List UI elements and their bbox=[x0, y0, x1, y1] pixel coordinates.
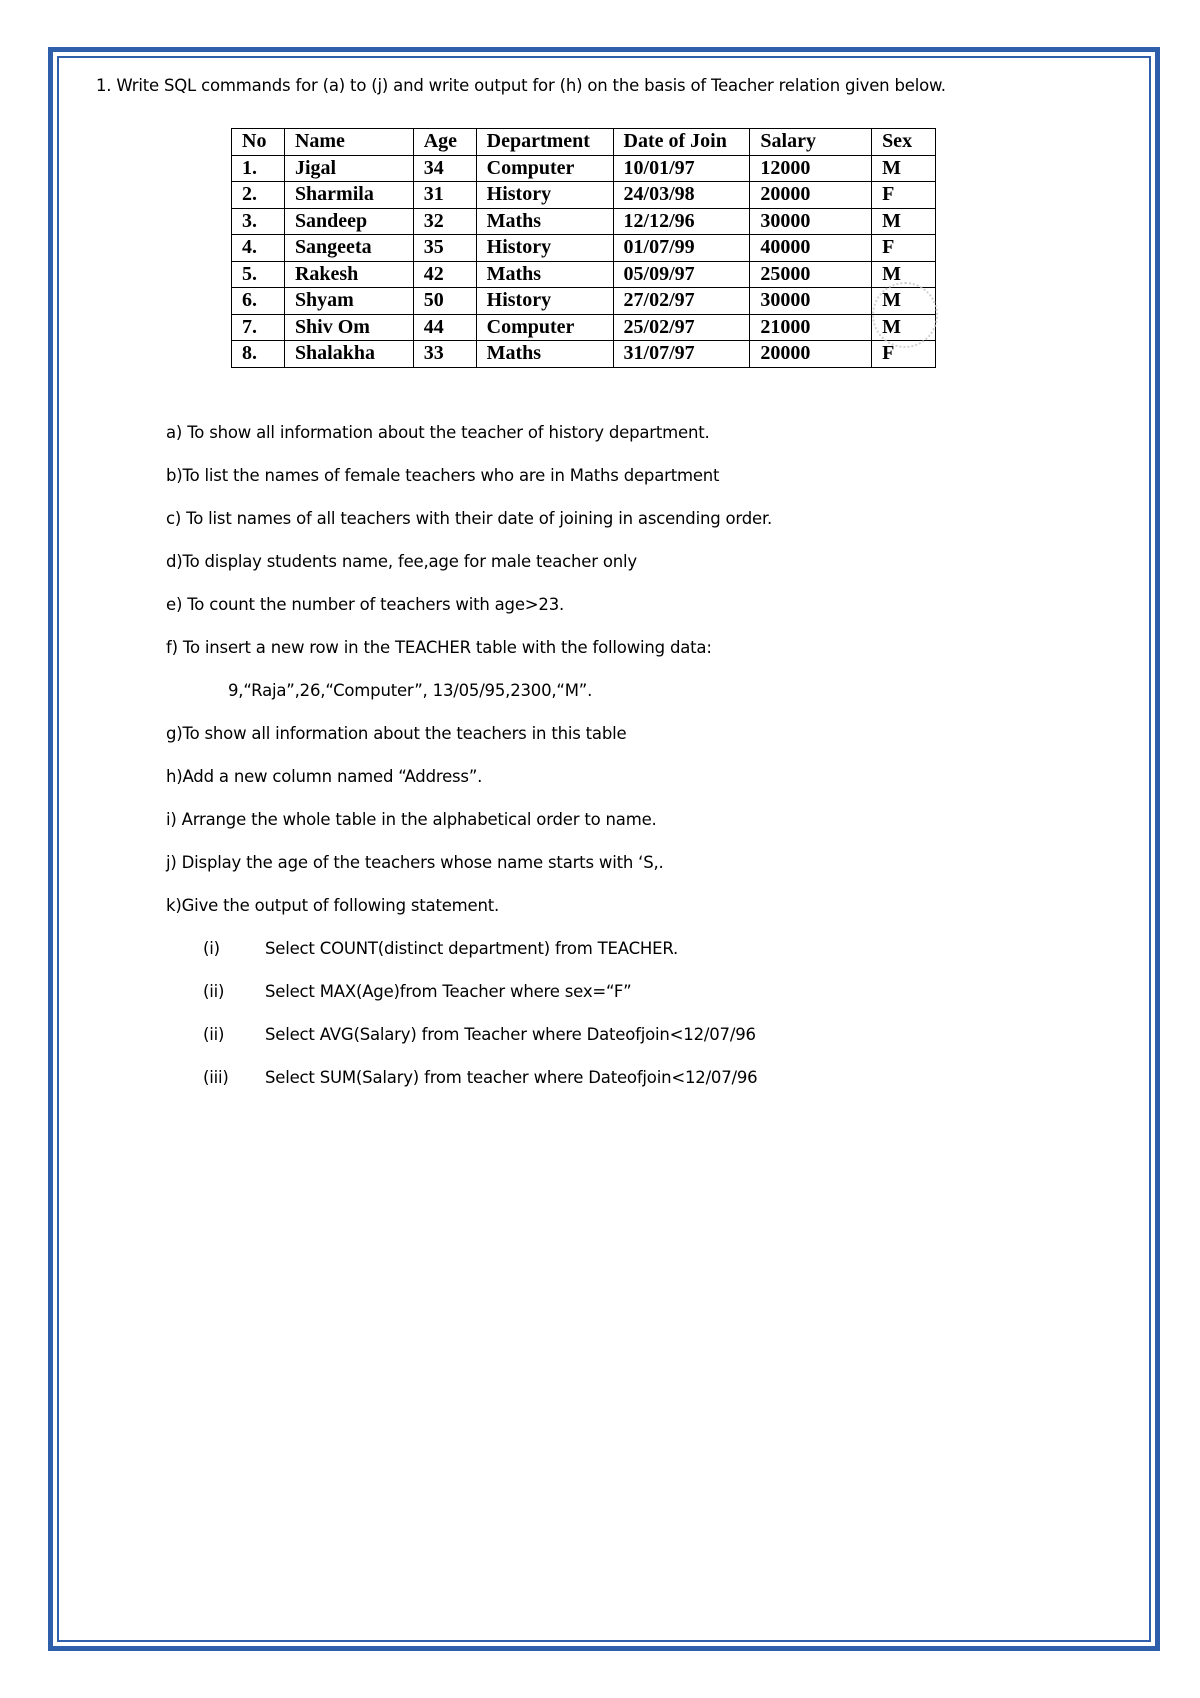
header-no: No bbox=[232, 129, 285, 156]
statement-number: (iii) bbox=[203, 1068, 229, 1087]
cell-sex: M bbox=[872, 208, 936, 235]
task-i: i) Arrange the whole table in the alphabetical order to name. bbox=[166, 810, 657, 829]
cell-name: Shiv Om bbox=[284, 314, 413, 341]
header-date-of-join: Date of Join bbox=[613, 129, 750, 156]
cell-age: 33 bbox=[413, 341, 476, 368]
cell-date-of-join: 05/09/97 bbox=[613, 261, 750, 288]
cell-department: Computer bbox=[476, 314, 613, 341]
cell-sex: F bbox=[872, 341, 936, 368]
cell-date-of-join: 25/02/97 bbox=[613, 314, 750, 341]
task-c: c) To list names of all teachers with their date of joining in ascending order. bbox=[166, 509, 773, 528]
header-sex: Sex bbox=[872, 129, 936, 156]
cell-sex: F bbox=[872, 182, 936, 209]
statement-number: (ii) bbox=[203, 982, 225, 1001]
cell-name: Rakesh bbox=[284, 261, 413, 288]
table-row bbox=[232, 182, 936, 209]
table-header-row bbox=[232, 129, 936, 156]
cell-salary: 25000 bbox=[750, 261, 872, 288]
cell-department: History bbox=[476, 182, 613, 209]
question-heading: 1. Write SQL commands for (a) to (j) and write output for (h) on the basis of Teacher relation given below. bbox=[96, 76, 946, 95]
cell-no: 1. bbox=[232, 155, 285, 182]
cell-age: 44 bbox=[413, 314, 476, 341]
cell-department: Computer bbox=[476, 155, 613, 182]
cell-age: 34 bbox=[413, 155, 476, 182]
header-department: Department bbox=[476, 129, 613, 156]
statement-text: Select COUNT(distinct department) from TEACHER. bbox=[265, 939, 679, 958]
cell-date-of-join: 12/12/96 bbox=[613, 208, 750, 235]
cell-sex: M bbox=[872, 288, 936, 315]
cell-sex: F bbox=[872, 235, 936, 262]
cell-sex: M bbox=[872, 155, 936, 182]
cell-salary: 20000 bbox=[750, 182, 872, 209]
cell-no: 6. bbox=[232, 288, 285, 315]
cell-date-of-join: 31/07/97 bbox=[613, 341, 750, 368]
cell-salary: 30000 bbox=[750, 288, 872, 315]
cell-no: 7. bbox=[232, 314, 285, 341]
statement-text: Select AVG(Salary) from Teacher where Dateofjoin<12/07/96 bbox=[265, 1025, 756, 1044]
cell-salary: 40000 bbox=[750, 235, 872, 262]
cell-age: 35 bbox=[413, 235, 476, 262]
header-name: Name bbox=[284, 129, 413, 156]
table-row bbox=[232, 261, 936, 288]
cell-name: Shyam bbox=[284, 288, 413, 315]
cell-date-of-join: 10/01/97 bbox=[613, 155, 750, 182]
faint-stamp-mark bbox=[872, 282, 938, 348]
cell-date-of-join: 27/02/97 bbox=[613, 288, 750, 315]
cell-no: 2. bbox=[232, 182, 285, 209]
cell-department: Maths bbox=[476, 261, 613, 288]
task-k: k)Give the output of following statement. bbox=[166, 896, 500, 915]
statement-text: Select SUM(Salary) from teacher where Dateofjoin<12/07/96 bbox=[265, 1068, 758, 1087]
cell-age: 31 bbox=[413, 182, 476, 209]
cell-department: Maths bbox=[476, 208, 613, 235]
task-a: a) To show all information about the teacher of history department. bbox=[166, 423, 710, 442]
header-salary: Salary bbox=[750, 129, 872, 156]
table-row bbox=[232, 155, 936, 182]
cell-date-of-join: 24/03/98 bbox=[613, 182, 750, 209]
task-f-data: 9,“Raja”,26,“Computer”, 13/05/95,2300,“M”. bbox=[228, 681, 593, 700]
statement-number: (i) bbox=[203, 939, 220, 958]
header-age: Age bbox=[413, 129, 476, 156]
cell-sex: M bbox=[872, 261, 936, 288]
cell-salary: 12000 bbox=[750, 155, 872, 182]
cell-name: Sharmila bbox=[284, 182, 413, 209]
cell-sex: M bbox=[872, 314, 936, 341]
cell-department: History bbox=[476, 288, 613, 315]
statement-text: Select MAX(Age)from Teacher where sex=“F” bbox=[265, 982, 632, 1001]
statement-number: (ii) bbox=[203, 1025, 225, 1044]
task-b: b)To list the names of female teachers who are in Maths department bbox=[166, 466, 720, 485]
cell-no: 3. bbox=[232, 208, 285, 235]
task-h: h)Add a new column named “Address”. bbox=[166, 767, 483, 786]
cell-name: Shalakha bbox=[284, 341, 413, 368]
table-row bbox=[232, 208, 936, 235]
table-row bbox=[232, 235, 936, 262]
cell-salary: 30000 bbox=[750, 208, 872, 235]
task-g: g)To show all information about the teachers in this table bbox=[166, 724, 627, 743]
cell-salary: 20000 bbox=[750, 341, 872, 368]
table-row bbox=[232, 288, 936, 315]
task-d: d)To display students name, fee,age for male teacher only bbox=[166, 552, 637, 571]
cell-name: Sangeeta bbox=[284, 235, 413, 262]
task-f: f) To insert a new row in the TEACHER table with the following data: bbox=[166, 638, 712, 657]
cell-no: 5. bbox=[232, 261, 285, 288]
teacher-table bbox=[231, 128, 936, 368]
cell-no: 4. bbox=[232, 235, 285, 262]
task-e: e) To count the number of teachers with age>23. bbox=[166, 595, 565, 614]
table-row bbox=[232, 341, 936, 368]
cell-name: Jigal bbox=[284, 155, 413, 182]
statement-item bbox=[203, 1068, 757, 1087]
cell-salary: 21000 bbox=[750, 314, 872, 341]
cell-age: 32 bbox=[413, 208, 476, 235]
cell-no: 8. bbox=[232, 341, 285, 368]
cell-department: Maths bbox=[476, 341, 613, 368]
cell-name: Sandeep bbox=[284, 208, 413, 235]
statement-item bbox=[203, 982, 632, 1001]
statement-item bbox=[203, 939, 678, 958]
cell-age: 50 bbox=[413, 288, 476, 315]
task-j: j) Display the age of the teachers whose name starts with ‘S,. bbox=[166, 853, 664, 872]
table-row bbox=[232, 314, 936, 341]
cell-age: 42 bbox=[413, 261, 476, 288]
statement-item bbox=[203, 1025, 756, 1044]
cell-department: History bbox=[476, 235, 613, 262]
cell-date-of-join: 01/07/99 bbox=[613, 235, 750, 262]
